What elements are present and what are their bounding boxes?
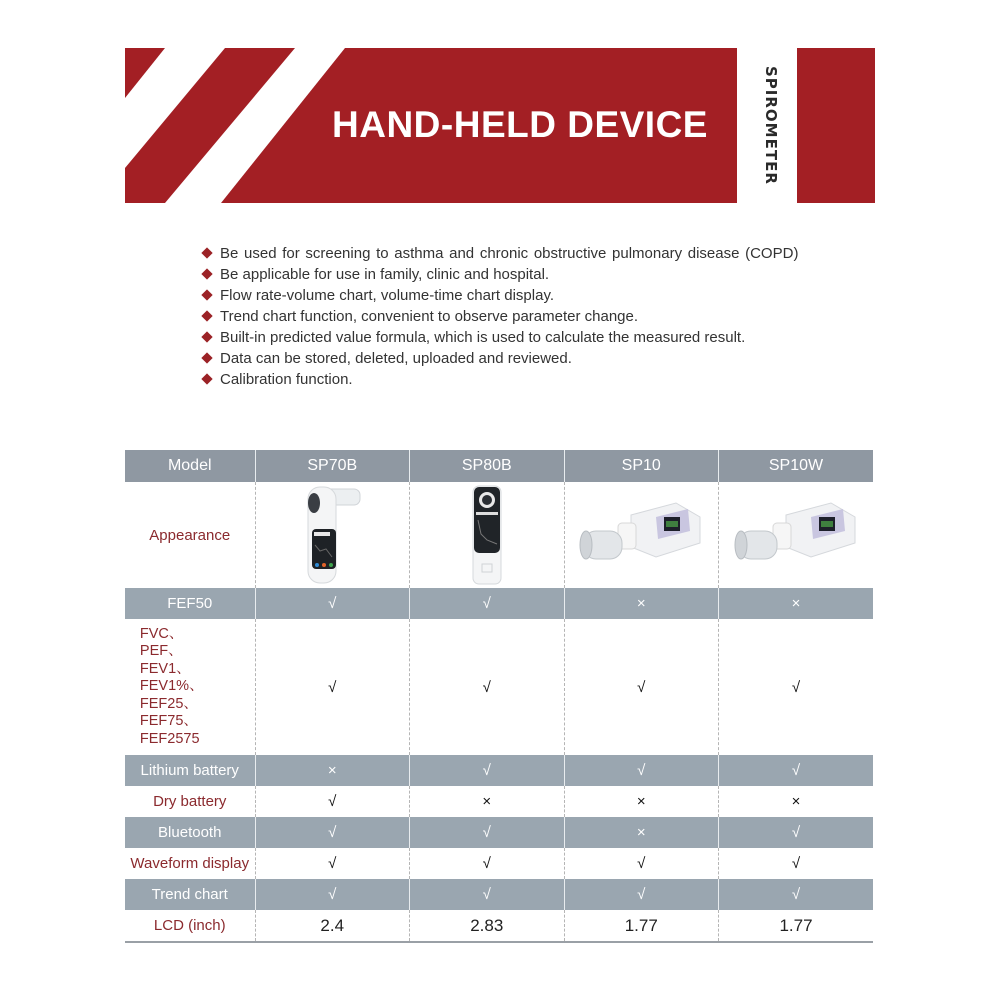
- row-label: Lithium battery: [125, 755, 255, 786]
- header-sp10: SP10: [564, 450, 719, 482]
- feature-text: Data can be stored, deleted, uploaded and reviewed.: [220, 350, 572, 367]
- feature-item: [200, 369, 800, 390]
- feature-text: Built-in predicted value formula, which is used to calculate the measured result.: [220, 329, 746, 346]
- feature-text: Flow rate-volume chart, volume-time chart display.: [220, 287, 554, 304]
- feature-item: [200, 243, 800, 264]
- diamond-bullet-icon: [201, 268, 212, 279]
- cell-sp70b: √: [255, 848, 410, 879]
- param-list-label: [140, 626, 204, 749]
- header-model: Model: [125, 450, 255, 482]
- table-row-fef50: [125, 588, 873, 619]
- cell-sp10w: 1.77: [719, 910, 874, 942]
- row-label: Appearance: [125, 482, 255, 588]
- cell-sp10: √: [564, 848, 719, 879]
- header-banner: [125, 48, 875, 203]
- diamond-bullet-icon: [201, 289, 212, 300]
- feature-item: [200, 348, 800, 369]
- table-row-appearance: [125, 482, 873, 588]
- row-label: Waveform display: [125, 848, 255, 879]
- sp70b-device-image: [255, 482, 410, 588]
- param-fev1-percent: FEV1%、: [139, 678, 204, 695]
- banner-side-label: [747, 48, 795, 203]
- spirometer-label: SPIROMETER: [762, 66, 780, 185]
- table-header-row: [125, 450, 873, 482]
- diamond-bullet-icon: [201, 331, 212, 342]
- feature-item: [200, 264, 800, 285]
- feature-text: Be used for screening to asthma and chronic obstructive pulmonary disease (COPD): [220, 245, 799, 262]
- table-row-lcd-size: [125, 910, 873, 942]
- cell-sp80b: √: [410, 848, 565, 879]
- cell-sp70b: √: [255, 879, 410, 910]
- cell-sp10: ×: [564, 786, 719, 817]
- cell-sp80b: √: [410, 588, 565, 619]
- cell-sp10w: ×: [719, 588, 874, 619]
- table-row-lithium-battery: [125, 755, 873, 786]
- cell-sp80b: √: [410, 619, 565, 755]
- cell-sp80b: ×: [410, 786, 565, 817]
- cell-sp70b: 2.4: [255, 910, 410, 942]
- diamond-bullet-icon: [201, 373, 212, 384]
- header-sp10w: SP10W: [719, 450, 874, 482]
- cell-sp80b: √: [410, 817, 565, 848]
- feature-item: [200, 285, 800, 306]
- param-fef25: FEF25、: [139, 695, 198, 712]
- table-row-spirometry-params: [125, 619, 873, 755]
- row-label: Trend chart: [125, 879, 255, 910]
- cell-sp70b: √: [255, 588, 410, 619]
- cell-sp80b: √: [410, 879, 565, 910]
- row-label: Dry battery: [125, 786, 255, 817]
- diamond-bullet-icon: [201, 247, 212, 258]
- feature-item: [200, 306, 800, 327]
- sp10-device-image: [564, 482, 719, 588]
- feature-list: [200, 243, 800, 390]
- table-row-dry-battery: [125, 786, 873, 817]
- diamond-bullet-icon: [201, 310, 212, 321]
- feature-text: Calibration function.: [220, 371, 353, 388]
- table-row-trend-chart: [125, 879, 873, 910]
- cell-sp70b: √: [255, 817, 410, 848]
- cell-sp10: 1.77: [564, 910, 719, 942]
- sp10-device-icon: [576, 495, 706, 575]
- param-pef: PEF、: [139, 643, 183, 660]
- cell-sp70b: ×: [255, 755, 410, 786]
- cell-sp80b: 2.83: [410, 910, 565, 942]
- sp80b-device-icon: [457, 484, 517, 586]
- row-label: LCD (inch): [125, 910, 255, 942]
- model-comparison-table: [125, 450, 873, 943]
- sp70b-device-icon: [292, 485, 372, 585]
- cell-sp10: √: [564, 879, 719, 910]
- sp80b-device-image: [410, 482, 565, 588]
- sp10w-device-image: [719, 482, 874, 588]
- feature-item: [200, 327, 800, 348]
- cell-sp10: ×: [564, 817, 719, 848]
- cell-sp70b: √: [255, 786, 410, 817]
- cell-sp80b: √: [410, 755, 565, 786]
- cell-sp10: √: [564, 755, 719, 786]
- sp10w-device-icon: [731, 495, 861, 575]
- cell-sp10w: √: [719, 879, 874, 910]
- feature-text: Be applicable for use in family, clinic and hospital.: [220, 266, 550, 283]
- cell-sp10w: ×: [719, 786, 874, 817]
- header-sp70b: SP70B: [255, 450, 410, 482]
- param-fvc: FVC、: [139, 625, 184, 642]
- param-fef2575: FEF2575: [139, 730, 200, 747]
- banner-title: HAND-HELD DEVICE: [332, 104, 708, 145]
- param-fef75: FEF75、: [139, 713, 198, 730]
- diamond-bullet-icon: [201, 352, 212, 363]
- row-label: [125, 619, 255, 755]
- cell-sp10w: √: [719, 848, 874, 879]
- cell-sp10w: √: [719, 817, 874, 848]
- row-label: FEF50: [125, 588, 255, 619]
- cell-sp10w: √: [719, 619, 874, 755]
- cell-sp10w: √: [719, 755, 874, 786]
- param-fev1: FEV1、: [139, 660, 191, 677]
- cell-sp70b: √: [255, 619, 410, 755]
- cell-sp10: ×: [564, 588, 719, 619]
- table-row-waveform-display: [125, 848, 873, 879]
- table-row-bluetooth: [125, 817, 873, 848]
- header-sp80b: SP80B: [410, 450, 565, 482]
- feature-text: Trend chart function, convenient to observe parameter change.: [220, 308, 639, 325]
- row-label: Bluetooth: [125, 817, 255, 848]
- cell-sp10: √: [564, 619, 719, 755]
